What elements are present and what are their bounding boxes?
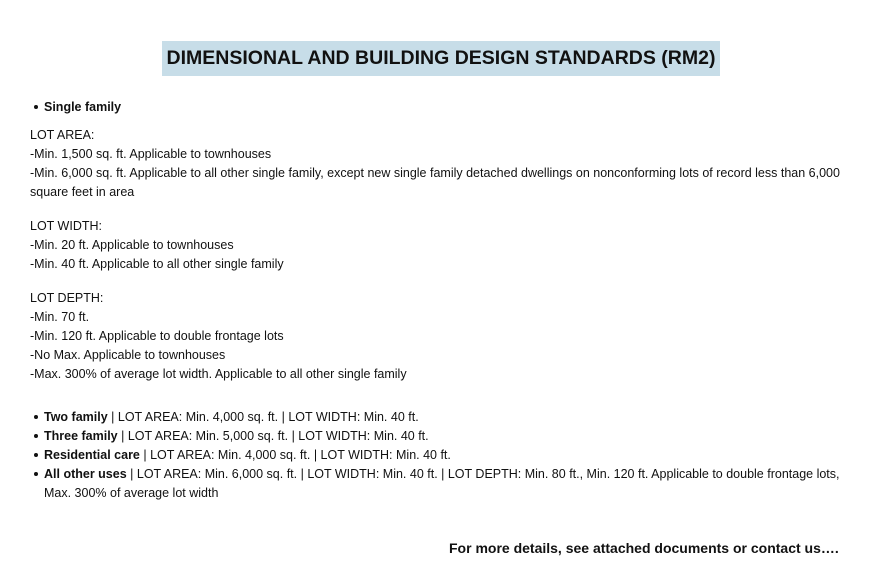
lot-area-line: -Min. 1,500 sq. ft. Applicable to townhouses [30, 147, 272, 161]
lot-area-line: -Min. 6,000 sq. ft. Applicable to all other single family, except new single family detached dwellings on nonconforming lots of record less than 6,000 square feet in area [30, 166, 840, 199]
lot-depth-line: -Min. 120 ft. Applicable to double frontage lots [30, 329, 284, 343]
lot-width-heading: LOT WIDTH: [30, 219, 102, 233]
list-item [30, 446, 860, 465]
single-family-label: Single family [44, 100, 122, 114]
use-details: | LOT AREA: Min. 6,000 sq. ft. | LOT WIDTH: Min. 40 ft. | LOT DEPTH: Min. 80 ft., Min. 120 ft. Applicable to double frontage lots, Max. 300% of average lot width [44, 467, 840, 500]
use-details: | LOT AREA: Min. 4,000 sq. ft. | LOT WIDTH: Min. 40 ft. [139, 448, 451, 462]
lot-area-section [30, 126, 860, 202]
lot-depth-line: -Max. 300% of average lot width. Applicable to all other single family [30, 367, 407, 381]
lot-width-line: -Min. 40 ft. Applicable to all other single family [30, 257, 284, 271]
footer-note: For more details, see attached documents or contact us…. [449, 540, 839, 556]
page-title: DIMENSIONAL AND BUILDING DESIGN STANDARDS (RM2) [166, 47, 716, 69]
use-details: | LOT AREA: Min. 5,000 sq. ft. | LOT WIDTH: Min. 40 ft. [117, 429, 429, 443]
lot-area-heading: LOT AREA: [30, 128, 95, 142]
lot-width-line: -Min. 20 ft. Applicable to townhouses [30, 238, 234, 252]
use-details: | LOT AREA: Min. 4,000 sq. ft. | LOT WIDTH: Min. 40 ft. [107, 410, 419, 424]
lot-depth-section [30, 289, 860, 384]
list-item [30, 465, 860, 503]
list-item [30, 408, 860, 427]
lot-width-section [30, 217, 860, 274]
other-uses-list [30, 408, 860, 503]
standards-content [30, 98, 860, 503]
title-banner [162, 41, 720, 76]
use-label: Two family [44, 410, 108, 424]
list-item [30, 427, 860, 446]
single-family-bullet [30, 98, 860, 117]
use-label: Three family [44, 429, 118, 443]
lot-depth-heading: LOT DEPTH: [30, 291, 104, 305]
use-label: Residential care [44, 448, 140, 462]
lot-depth-line: -No Max. Applicable to townhouses [30, 348, 226, 362]
use-label: All other uses [44, 467, 127, 481]
lot-depth-line: -Min. 70 ft. [30, 310, 90, 324]
